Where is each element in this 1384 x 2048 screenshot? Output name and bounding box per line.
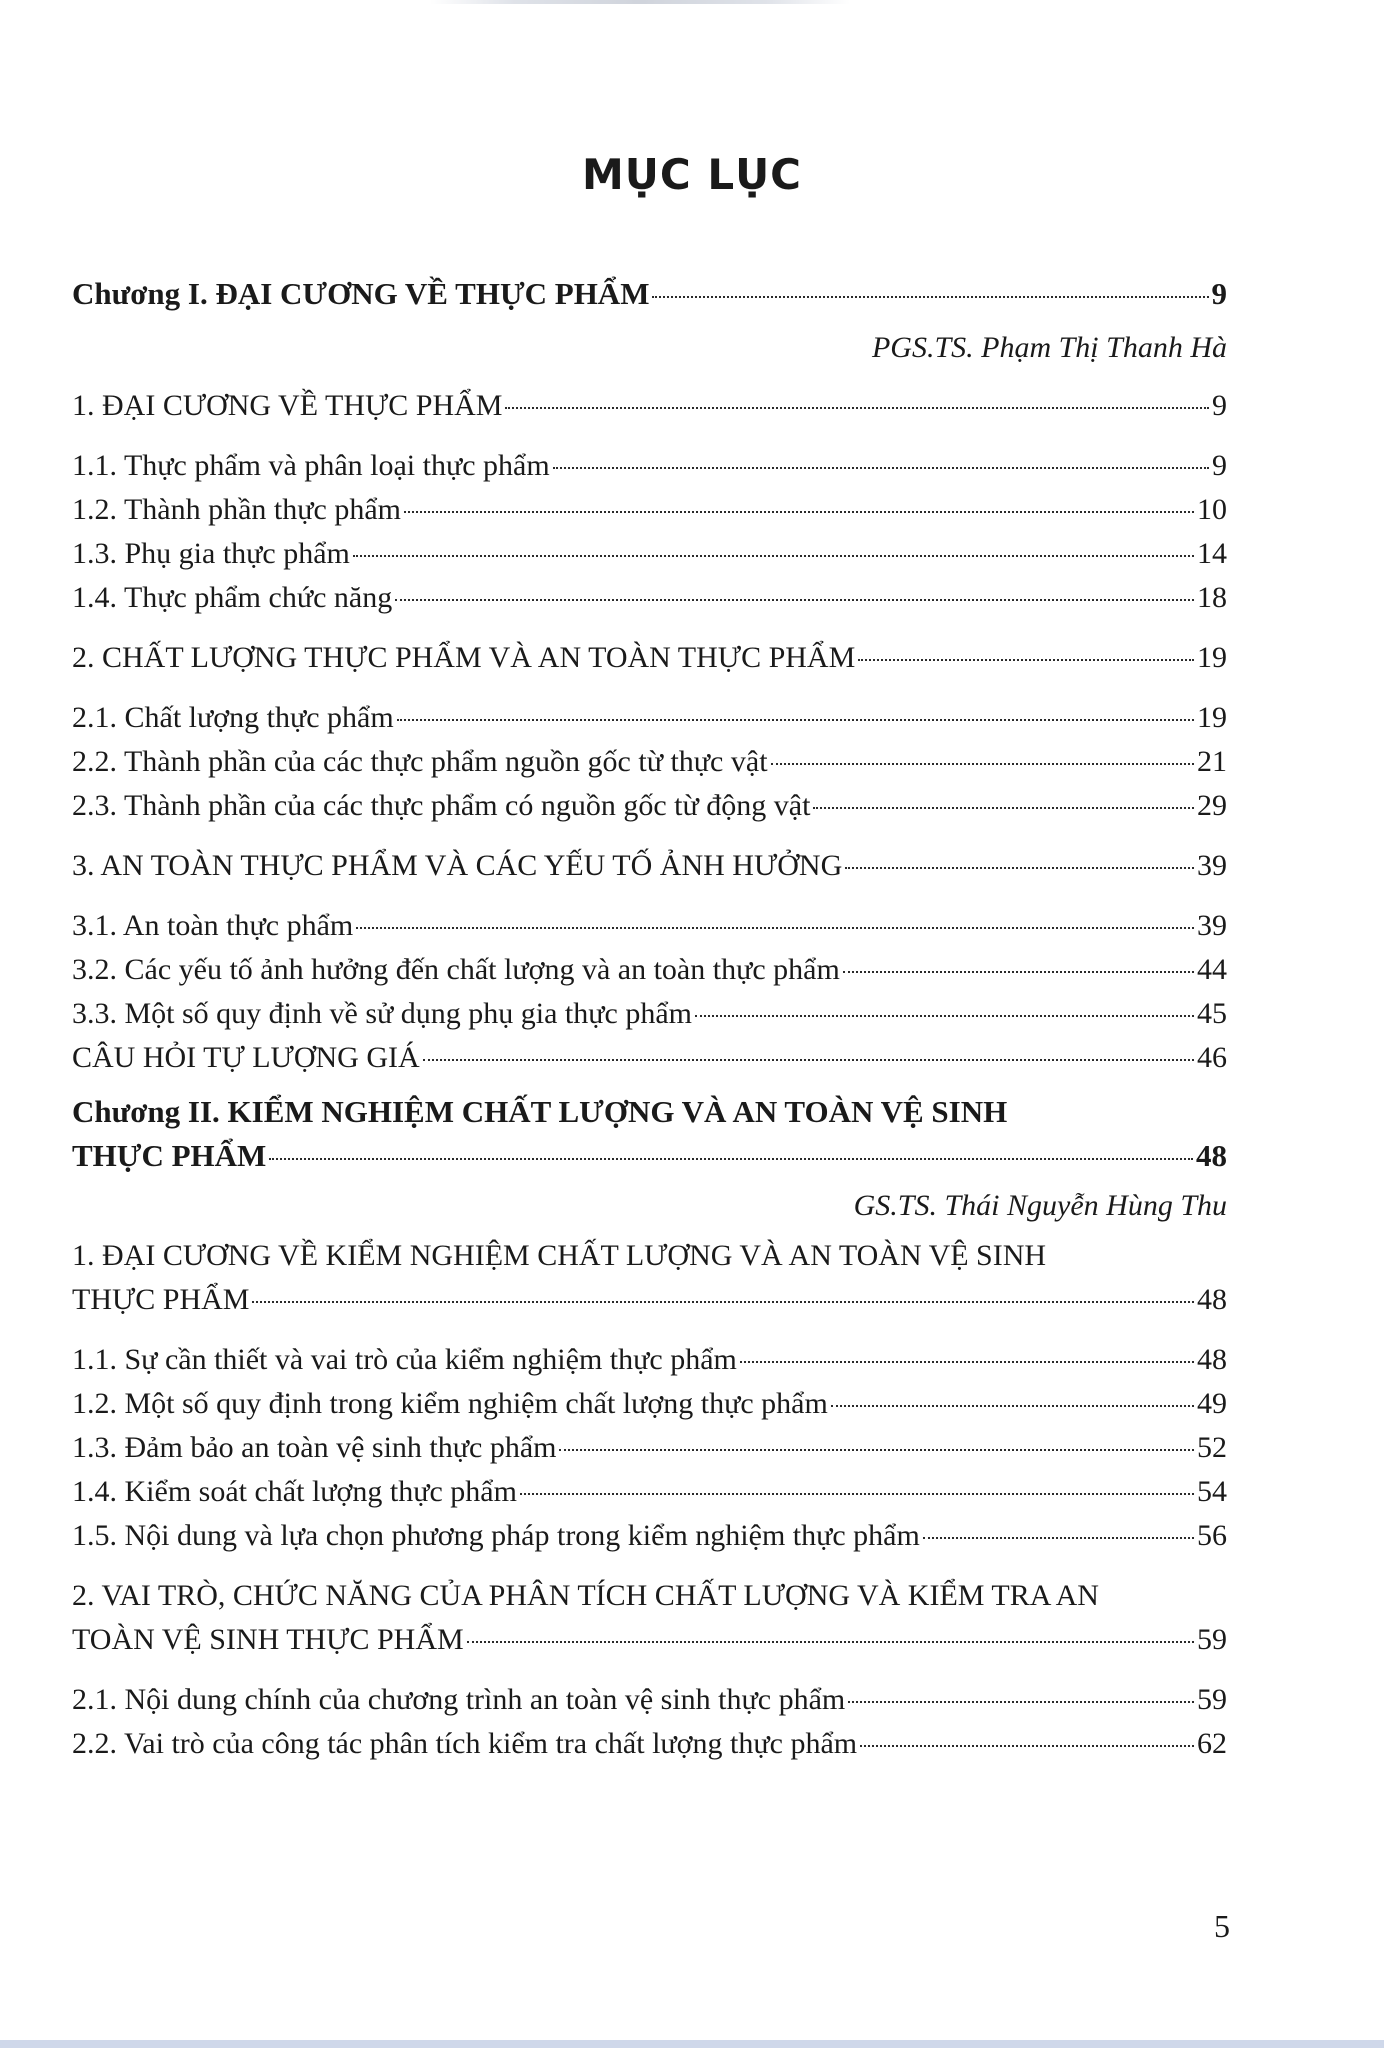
toc-entry-page: 62 (1197, 1727, 1227, 1760)
toc-entry-page: 10 (1197, 493, 1227, 526)
toc-entry-section[interactable] (72, 1234, 1227, 1322)
dot-leader (813, 807, 1194, 809)
dot-leader (404, 511, 1194, 513)
toc-entry-page: 49 (1197, 1387, 1227, 1420)
chapter-author: PGS.TS. Phạm Thị Thanh Hà (871, 331, 1227, 364)
toc-entry-section[interactable] (72, 844, 1227, 888)
toc-entry-title: 1.2. Một số quy định trong kiểm nghiệm chất lượng thực phẩm (72, 1387, 828, 1420)
dot-leader (831, 1405, 1194, 1407)
toc-entry-page: 48 (1196, 1138, 1227, 1173)
toc-entry-section[interactable] (72, 636, 1227, 680)
toc-entry-subsection[interactable] (72, 948, 1227, 992)
toc-entry-page: 39 (1197, 909, 1227, 942)
toc-entry-title: 3.3. Một số quy định về sử dụng phụ gia thực phẩm (72, 997, 692, 1030)
dot-leader (553, 467, 1209, 469)
dot-leader (353, 555, 1194, 557)
scan-edge-bottom (0, 2040, 1384, 2048)
toc-entry-page: 29 (1197, 789, 1227, 822)
toc-entry-title: 2. CHẤT LƯỢNG THỰC PHẨM VÀ AN TOÀN THỰC PHẨM (72, 641, 856, 674)
toc-entry-page: 9 (1211, 276, 1227, 311)
toc-entry-title: Chương II. KIỂM NGHIỆM CHẤT LƯỢNG VÀ AN TOÀN VỆ SINH (72, 1094, 1008, 1129)
toc-entry-page: 52 (1197, 1431, 1227, 1464)
dot-leader (923, 1537, 1194, 1539)
dot-leader (771, 763, 1194, 765)
dot-leader (395, 599, 1194, 601)
toc-entry-page: 59 (1197, 1683, 1227, 1716)
toc-entry-title: 1.1. Thực phẩm và phân loại thực phẩm (72, 449, 550, 482)
dot-leader (269, 1158, 1193, 1160)
toc-entry-title: CÂU HỎI TỰ LƯỢNG GIÁ (72, 1041, 420, 1074)
dot-leader (467, 1641, 1194, 1643)
toc-entry-page: 39 (1197, 849, 1227, 882)
toc-entry-page: 59 (1197, 1623, 1227, 1656)
dot-leader (843, 971, 1194, 973)
dot-leader (860, 1745, 1194, 1747)
toc-entry-subsection[interactable] (72, 696, 1227, 740)
toc-entry-page: 48 (1197, 1283, 1227, 1316)
dot-leader (845, 867, 1194, 869)
toc-entry-page: 54 (1197, 1475, 1227, 1508)
toc-entry-title: 1.3. Đảm bảo an toàn vệ sinh thực phẩm (72, 1431, 557, 1464)
toc-entry-section[interactable] (72, 1036, 1227, 1080)
dot-leader (505, 407, 1209, 409)
page-number: 5 (1214, 1908, 1230, 1944)
toc-entry-subsection[interactable] (72, 1382, 1227, 1426)
toc-entry-subsection[interactable] (72, 1470, 1227, 1514)
toc-entry-chapter-1[interactable] (72, 272, 1227, 316)
toc-entry-title: 1.3. Phụ gia thực phẩm (72, 537, 350, 570)
toc-entry-subsection[interactable] (72, 1678, 1227, 1722)
dot-leader (423, 1059, 1194, 1061)
toc-entry-title: 2. VAI TRÒ, CHỨC NĂNG CỦA PHÂN TÍCH CHẤT LƯỢNG VÀ KIỂM TRA AN (72, 1579, 1099, 1612)
toc-entry-title: Chương I. ĐẠI CƯƠNG VỀ THỰC PHẨM (72, 276, 650, 311)
toc-entry-title: 3.1. An toàn thực phẩm (72, 909, 354, 942)
toc-entry-subsection[interactable] (72, 992, 1227, 1036)
toc-entry-subsection[interactable] (72, 1338, 1227, 1382)
toc-entry-title: 2.1. Chất lượng thực phẩm (72, 701, 394, 734)
toc-entry-page: 9 (1212, 389, 1227, 422)
toc-entry-subsection[interactable] (72, 784, 1227, 828)
dot-leader (520, 1493, 1194, 1495)
dot-leader (695, 1015, 1194, 1017)
dot-leader (252, 1301, 1194, 1303)
toc-entry-subsection[interactable] (72, 532, 1227, 576)
toc-entry-title: 2.2. Thành phần của các thực phẩm nguồn gốc từ thực vật (72, 745, 768, 778)
dot-leader (559, 1449, 1194, 1451)
toc-entry-page: 9 (1212, 449, 1227, 482)
toc-entry-subsection[interactable] (72, 1426, 1227, 1470)
dot-leader (858, 659, 1194, 661)
toc-entry-title: 1.4. Kiểm soát chất lượng thực phẩm (72, 1475, 517, 1508)
toc-entry-title: 1.5. Nội dung và lựa chọn phương pháp trong kiểm nghiệm thực phẩm (72, 1519, 920, 1552)
scan-edge-top (430, 0, 850, 4)
dot-leader (397, 719, 1194, 721)
toc-entry-title: 1.2. Thành phần thực phẩm (72, 493, 401, 526)
toc-entry-page: 19 (1197, 701, 1227, 734)
toc-entry-title-cont: THỰC PHẨM (72, 1283, 250, 1316)
toc-entry-subsection[interactable] (72, 1514, 1227, 1558)
toc-entry-chapter-2[interactable] (72, 1090, 1227, 1178)
toc-entry-title-cont: THỰC PHẨM (72, 1138, 267, 1173)
toc-entry-page: 44 (1197, 953, 1227, 986)
toc-entry-page: 14 (1197, 537, 1227, 570)
toc-entry-subsection[interactable] (72, 904, 1227, 948)
dot-leader (356, 927, 1194, 929)
toc-entry-subsection[interactable] (72, 576, 1227, 620)
toc-entry-title: 1. ĐẠI CƯƠNG VỀ KIỂM NGHIỆM CHẤT LƯỢNG VÀ AN TOÀN VỆ SINH (72, 1239, 1047, 1272)
toc-entry-title: 3.2. Các yếu tố ảnh hưởng đến chất lượng và an toàn thực phẩm (72, 953, 840, 986)
toc-entry-title: 1.4. Thực phẩm chức năng (72, 581, 393, 614)
page-title: MỤC LỤC (581, 150, 803, 199)
toc-entry-title: 1. ĐẠI CƯƠNG VỀ THỰC PHẨM (72, 389, 503, 422)
chapter-author: GS.TS. Thái Nguyễn Hùng Thu (853, 1189, 1227, 1222)
toc-entry-page: 19 (1197, 641, 1227, 674)
toc-entry-page: 46 (1197, 1041, 1227, 1074)
toc-entry-subsection[interactable] (72, 740, 1227, 784)
toc-entry-subsection[interactable] (72, 488, 1227, 532)
dot-leader (740, 1361, 1194, 1363)
dot-leader (848, 1701, 1194, 1703)
toc-entry-page: 56 (1197, 1519, 1227, 1552)
toc-entry-page: 45 (1197, 997, 1227, 1030)
toc-entry-section[interactable] (72, 384, 1227, 428)
toc-entry-subsection[interactable] (72, 1722, 1227, 1766)
toc-entry-title: 1.1. Sự cần thiết và vai trò của kiểm nghiệm thực phẩm (72, 1343, 737, 1376)
table-of-contents (72, 272, 1227, 1766)
toc-entry-title: 2.2. Vai trò của công tác phân tích kiểm tra chất lượng thực phẩm (72, 1727, 858, 1760)
toc-entry-page: 48 (1197, 1343, 1227, 1376)
toc-entry-subsection[interactable] (72, 444, 1227, 488)
toc-entry-title: 2.3. Thành phần của các thực phẩm có nguồn gốc từ động vật (72, 789, 811, 822)
toc-entry-section[interactable] (72, 1574, 1227, 1662)
toc-entry-title: 3. AN TOÀN THỰC PHẨM VÀ CÁC YẾU TỐ ẢNH HƯỞNG (72, 849, 843, 882)
toc-entry-page: 21 (1197, 745, 1227, 778)
toc-entry-title-cont: TOÀN VỆ SINH THỰC PHẨM (72, 1623, 464, 1656)
dot-leader (652, 296, 1208, 298)
toc-entry-title: 2.1. Nội dung chính của chương trình an toàn vệ sinh thực phẩm (72, 1683, 846, 1716)
toc-entry-page: 18 (1197, 581, 1227, 614)
